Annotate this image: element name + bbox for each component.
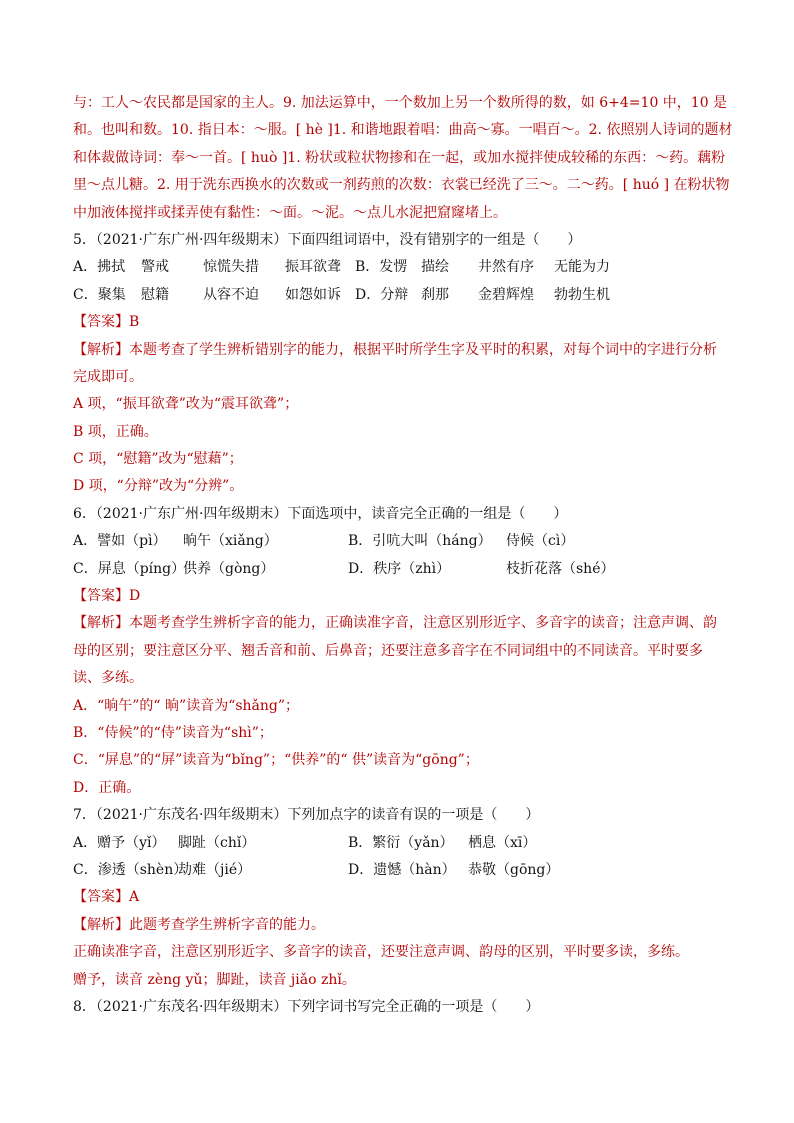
intro-block	[73, 90, 733, 227]
option-word: 脚趾（chǐ）	[178, 834, 256, 851]
analysis-line: 完成即可。	[73, 368, 143, 385]
option-word: 井然有序	[478, 259, 534, 276]
option-word: 恭敬（gōng）	[468, 861, 560, 878]
analysis-line: 读、多练。	[73, 670, 143, 687]
option-word: 栖息（xī）	[468, 834, 537, 851]
option-d: D．分辩	[355, 286, 409, 303]
analysis-text: 此题考查学生辨析字音的能力。	[129, 916, 325, 933]
analysis-line	[73, 912, 723, 939]
analysis-line: 赠予，读音 zèng yǔ；脚趾，读音 jiǎo zhǐ。	[73, 971, 356, 988]
analysis-block	[73, 912, 723, 994]
analysis-line: A 项，“振耳欲聋”改为“震耳欲聋”；	[73, 396, 299, 413]
option-a: A．拂拭	[73, 259, 126, 276]
option-word: 惊慌失措	[203, 259, 259, 276]
intro-line: 和体裁做诗词：奉～一首。[ huò ]1. 粉状或粒状物掺和在一起，或加水搅拌使成较稀的东西：～药。藕粉	[73, 149, 726, 166]
option-word: 从容不迫	[203, 286, 259, 303]
options-row	[73, 556, 723, 583]
intro-line: 中加液体搅拌或揉弄使有黏性：～面。～泥。～点儿水泥把窟窿堵上。	[73, 204, 507, 221]
option-a: A．譬如（pì）	[73, 533, 167, 550]
answer-value: D	[129, 588, 141, 605]
answer-line	[73, 309, 723, 336]
option-d: D．遗憾（hàn）	[348, 861, 456, 878]
question-stem: 5．（2021·广东广州·四年级期末）下面四组词语中，没有错别字的一组是（ ）	[73, 231, 582, 248]
question-stem: 6．（2021·广东广州·四年级期末）下面选项中，读音完全正确的一组是（ ）	[73, 505, 568, 522]
intro-line: 里～点儿糖。2. 用于洗东西换水的次数或一剂药煎的次数：衣裳已经洗了三～。二～药。[ huó ] 在粉状物	[73, 177, 730, 194]
option-c: C．渗透（shèn）	[73, 861, 188, 878]
option-b: B．发愣	[355, 259, 408, 276]
question-8	[73, 994, 723, 1021]
option-c: C．聚集	[73, 286, 126, 303]
option-word: 警戒	[141, 259, 169, 276]
question-5	[73, 227, 723, 501]
answer-line	[73, 884, 723, 911]
analysis-line	[73, 337, 723, 364]
option-word: 慰籍	[141, 286, 169, 303]
analysis-tag: 【解析】	[73, 341, 129, 358]
answer-tag: 【答案】	[73, 588, 129, 605]
answer-tag: 【答案】	[73, 314, 129, 331]
analysis-line: 正确读准字音，注意区别形近字、多音字的读音，还要注意声调、韵母的区别，平时要多读，多练。	[73, 944, 689, 961]
answer-line	[73, 583, 723, 610]
answer-tag: 【答案】	[73, 889, 129, 906]
option-word: 供养（gòng）	[183, 560, 275, 577]
options-row	[73, 282, 723, 309]
analysis-line: C 项，“慰籍”改为“慰藉”；	[73, 451, 243, 468]
option-word: 无能为力	[554, 259, 610, 276]
analysis-line: D．正确。	[73, 779, 141, 796]
option-word: 如怨如诉	[285, 286, 341, 303]
option-b: B．引吭大叫（háng）	[348, 533, 492, 550]
intro-line: 与：工人～农民都是国家的主人。9. 加法运算中，一个数加上另一个数所得的数，如 6+4=10 中，10 是	[73, 95, 728, 111]
question-7	[73, 802, 723, 994]
option-b: B．繁衍（yǎn）	[348, 834, 454, 851]
question-6	[73, 501, 723, 802]
analysis-text: 本题考查了学生辨析错别字的能力，根据平时所学生字及平时的积累，对每个词中的字进行分析	[129, 341, 717, 358]
option-word: 侍候（cì）	[506, 533, 575, 550]
answer-value: A	[129, 889, 140, 906]
option-d: D．秩序（zhì）	[348, 560, 451, 577]
options-row	[73, 528, 723, 555]
answer-value: B	[129, 314, 140, 331]
analysis-block	[73, 610, 723, 802]
question-stem: 8．（2021·广东茂名·四年级期末）下列字词书写完全正确的一项是（ ）	[73, 998, 540, 1015]
options-row	[73, 857, 723, 884]
analysis-line: B．“侍候”的“侍”读音为“shì”；	[73, 724, 273, 741]
option-c: C．屏息（píng）	[73, 560, 186, 577]
options-row	[73, 830, 723, 857]
option-word: 勃勃生机	[554, 286, 610, 303]
analysis-line: D 项，“分辩”改为“分辨”。	[73, 478, 244, 495]
option-word: 金碧辉煌	[478, 286, 534, 303]
option-word: 刹那	[421, 286, 449, 303]
option-word: 晌午（xiǎng）	[183, 533, 278, 550]
analysis-tag: 【解析】	[73, 615, 129, 632]
analysis-line: C．“屏息”的“屏”读音为“bǐng”；“供养”的“ 供”读音为“gōng”；	[73, 752, 479, 769]
analysis-line: B 项，正确。	[73, 423, 158, 440]
intro-line: 和。也叫和数。10. 指日本：～服。[ hè ]1. 和谐地跟着唱：曲高～寡。一唱百～。2. 依照别人诗词的题材	[73, 122, 733, 139]
document-page	[73, 90, 733, 1021]
option-word: 枝折花落（shé）	[506, 560, 615, 577]
option-word: 描绘	[421, 259, 449, 276]
question-stem: 7．（2021·广东茂名·四年级期末）下列加点字的读音有误的一项是（ ）	[73, 807, 540, 824]
analysis-line	[73, 610, 723, 637]
option-word: 振耳欲聋	[285, 259, 341, 276]
option-word: 劫难（jié）	[178, 861, 252, 878]
analysis-line: 母的区别；要注意区分平、翘舌音和前、后鼻音；还要注意多音字在不同词组中的不同读音。平时要多	[73, 642, 703, 659]
options-row	[73, 254, 723, 281]
analysis-tag: 【解析】	[73, 916, 129, 933]
option-a: A．赠予（yǐ）	[73, 834, 166, 851]
analysis-text: 本题考查学生辨析字音的能力，正确读准字音，注意区别形近字、多音字的读音；注意声调、韵	[129, 615, 717, 632]
analysis-block	[73, 337, 723, 501]
analysis-line: A．“晌午”的“ 晌”读音为“shǎng”；	[73, 697, 300, 714]
